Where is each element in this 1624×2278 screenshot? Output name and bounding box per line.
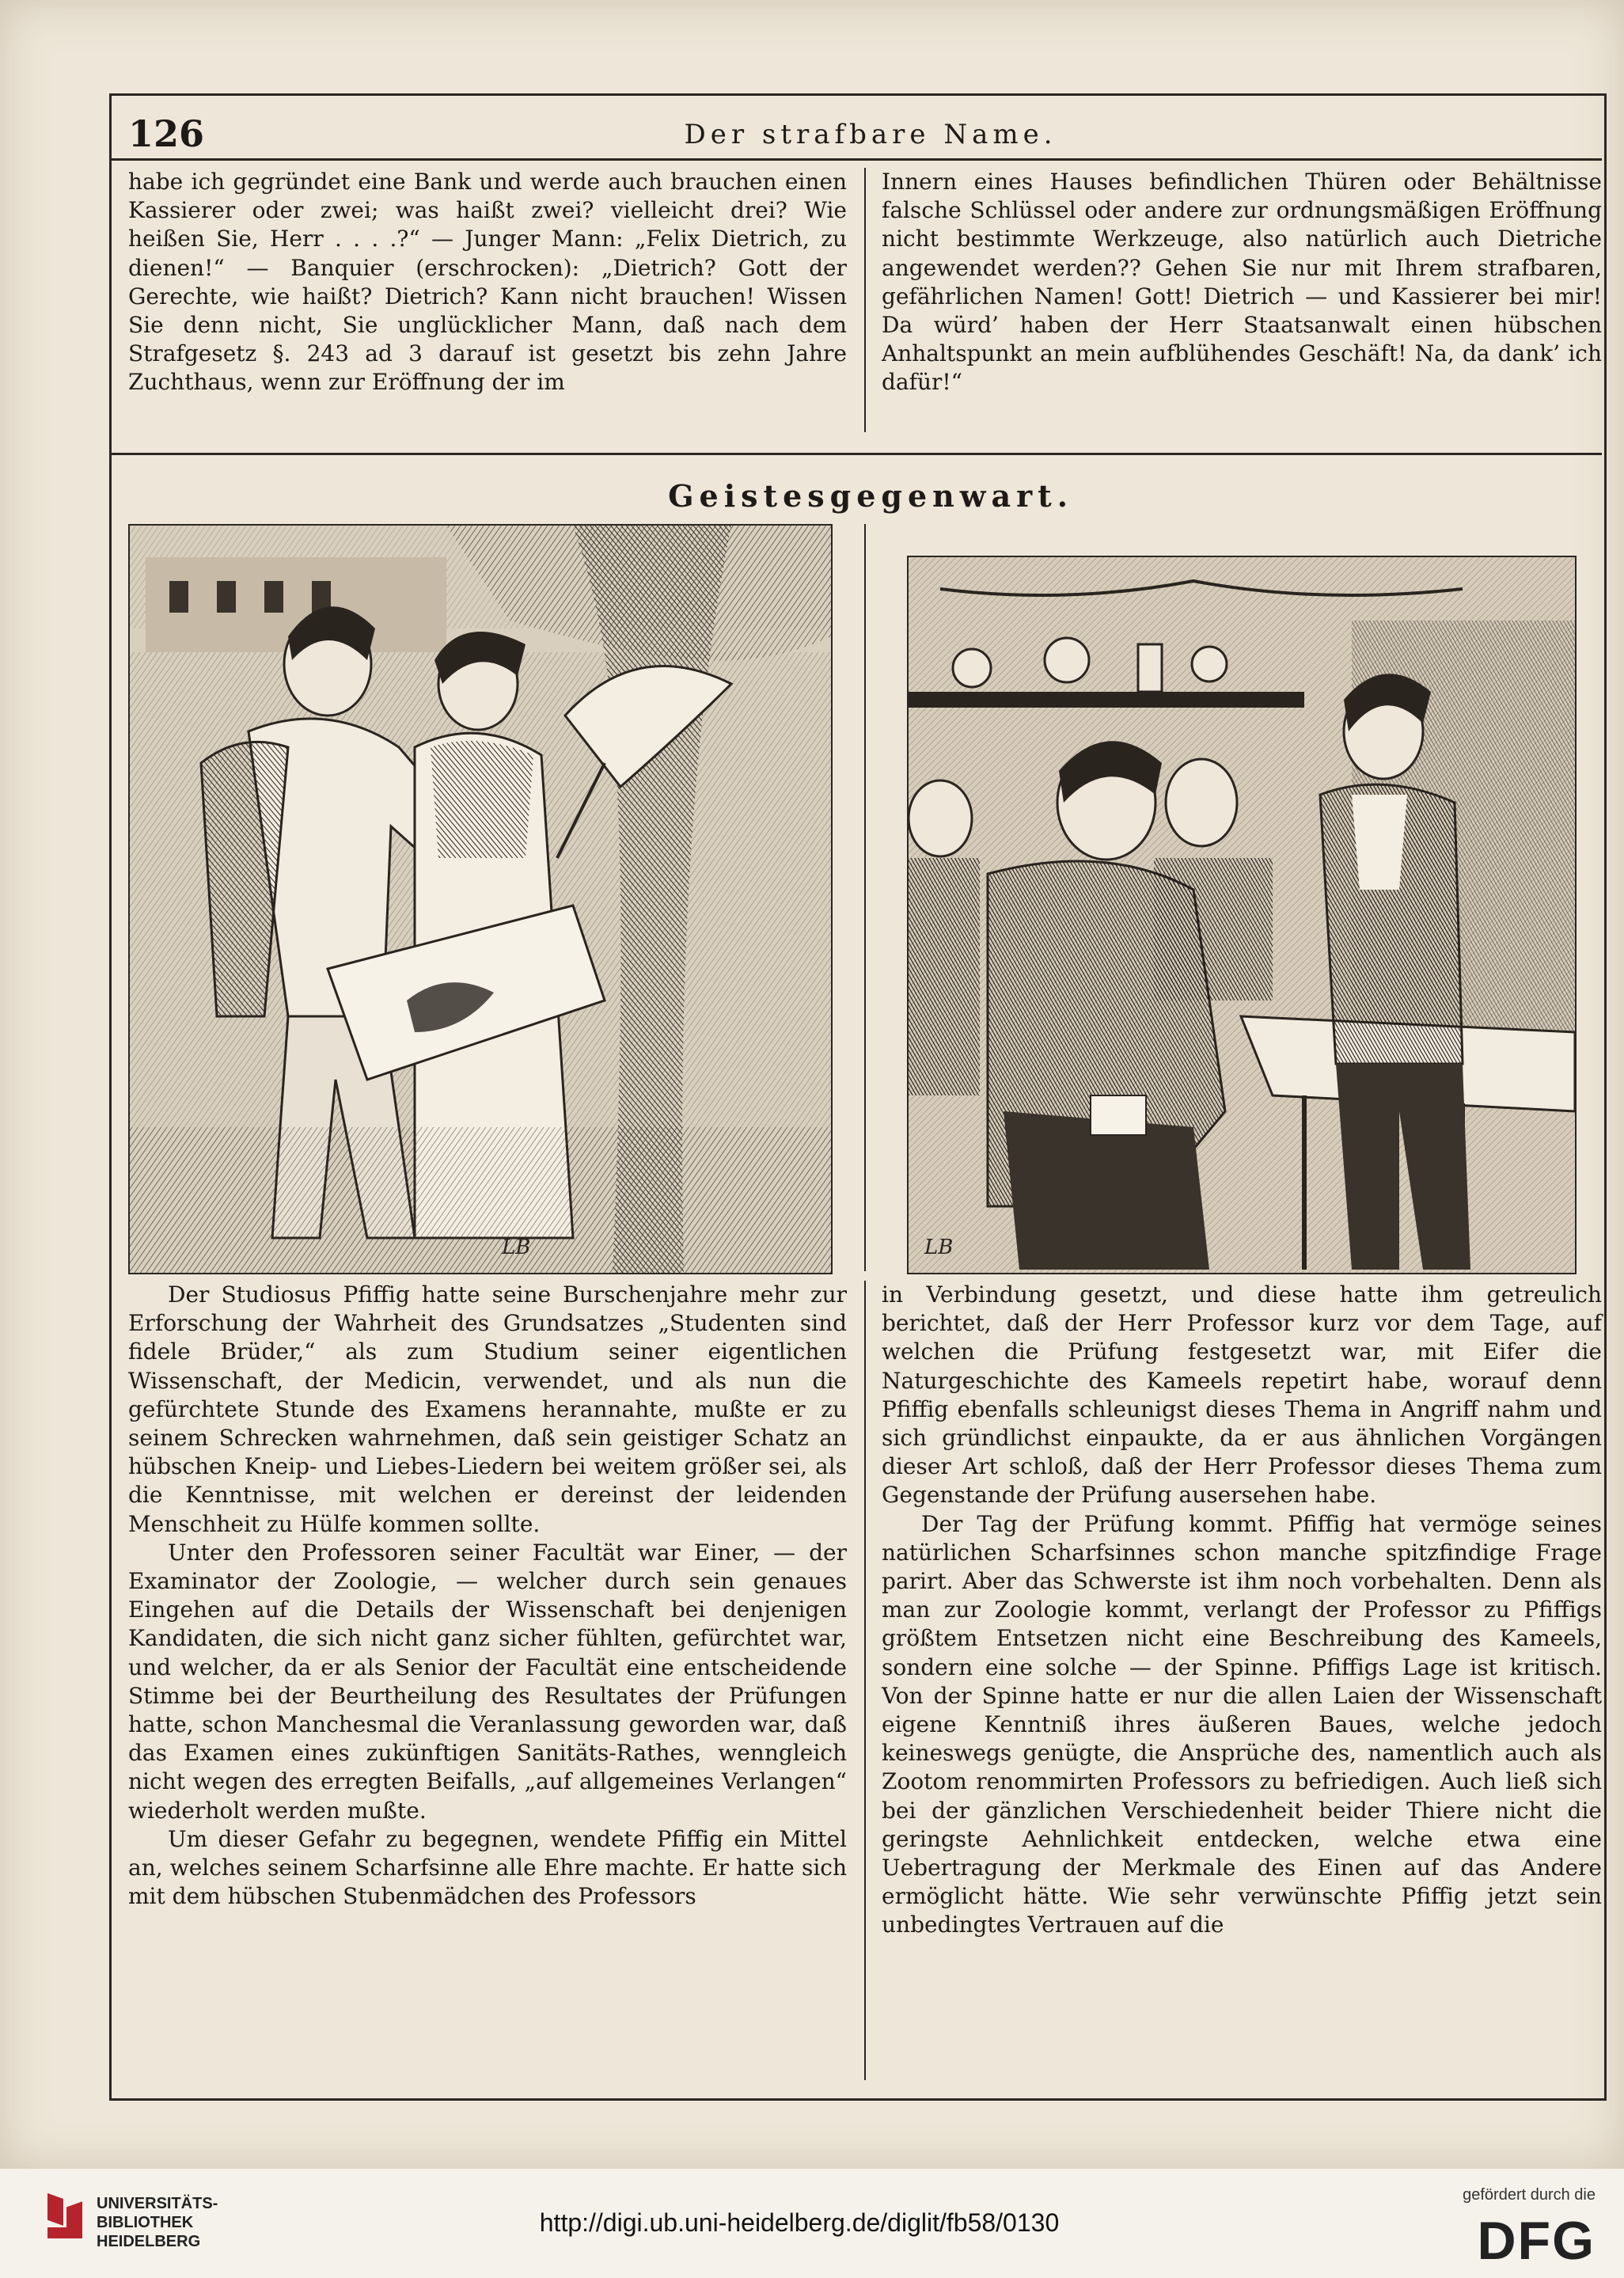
running-title: Der strafbare Name. [684,119,1057,150]
institution-line-3: HEIDELBERG [97,2233,201,2250]
university-library-logo-icon [46,2191,87,2251]
paragraph-left-2: Unter den Professoren seiner Facultät war Einer, — der Examinator der Zoologie, — welcher durch sein genaues Eingehen auf die Details der Wissenschaft bei denjenigen Kandidaten, die sich nicht ganz sicher fühlten, gefürchtet war, und welcher, da er als Senior der Facultät eine entscheidende Stimme bei der Beurtheilung des Resultates der Prüfungen hatte, schon Manchesmal die Veranlassung geworden war, daß das Examen eines zukünftigen Sanitäts-Rathes, wenngleich nicht wegen des erregten Beifalls, „auf allgemeines Verlangen“ wiederholt werden mußte. [128,1539,847,1824]
artist-signature-right: LB [924,1236,954,1259]
section-rule [109,453,1602,455]
paragraph-left-1: Der Studiosus Pfiffig hatte seine Burschenjahre mehr zur Erforschung der Wahrheit des Grundsatzes „Studenten sind fidele Brüder,“ als zum Studium seiner eigentlichen Wissenschaft, der Medicin, verwendet, und als nun die gefürchtete Stunde des Examens herannahte, mußte er zu seinem Schrecken wahrnehmen, daß sein geistiger Schatz an hübschen Kneip- und Liebes-Liedern bei weitem größer sei, als die Kenntnisse, mit welchen er dereinst der leidenden Menschheit zu Hülfe kommen sollte. [128,1281,847,1537]
column-divider-illustrations [864,524,866,1271]
column-divider-top [864,168,866,432]
institution-name [97,2194,218,2251]
paragraph-right-1: in Verbindung gesetzt, und diese hatte ihm getreulich berichtet, daß der Herr Professor kurz vor dem Tage, auf welchen die Prüfung festgesetzt war, mit Eifer die Naturgeschichte des Kameels repetirt habe, worauf denn Pfiffig ebenfalls schleunigst dieses Thema in Angriff nahm und sich gründlichst einpaukte, da er aus ähnlichen Vorgängen dieser Art schloß, daß der Herr Professor dieses Thema zum Gegenstande der Prüfung ausersehen habe. [882,1281,1602,1509]
shrubbery [130,1127,831,1273]
illustration-student-and-maid [128,524,833,1274]
top-left-text: habe ich gegründet eine Bank und werde auch brauchen einen Kassierer oder zwei; was haißt zwei? vielleicht drei? Wie heißen Sie, Herr . . . .?“ — Junger Mann: „Felix Dietrich, zu dienen!“ — Banquier (erschrocken): „Dietrich? Gott der Gerechte, wie haißt? Dietrich? Kann nicht brauchen! Wissen Sie denn nicht, Sie unglücklicher Mann, daß nach dem Strafgesetz §. 243 ad 3 darauf ist gesetzt bis zehn Jahre Zuchthaus, wenn zur Eröffnung der im [128,169,847,396]
dfg-logo: DFG [1477,2211,1596,2271]
bottom-right-column [882,1281,1602,1940]
paragraph-right-2: Der Tag der Prüfung kommt. Pfiffig hat vermöge seines natürlichen Scharfsinnes schon manche spitzfindige Frage parirt. Aber das Schwerste ist ihm noch vorbehalten. Denn als man zur Zoologie kommt, verlangt der Professor zu Pfiffigs größtem Entsetzen nicht eine Beschreibung des Kameels, sondern eine solche — der Spinne. Pfiffigs Lage ist kritisch. Von der Spinne hatte er nur die allen Laien der Wissenschaft eigene Kenntniß ihres äußeren Baues, welche jedoch keineswegs genügte, die Ansprüche des, namentlich auch als Zootom renommirten Professors zu befriedigen. Auch ließ sich bei der gänzlichen Verschiedenheit beider Thiere nicht die geringste Aehnlichkeit entdecken, welche etwa eine Uebertragung der Merkmale des Einen auf das Andere ermöglicht hätte. Wie sehr verwünschte Pfiffig jetzt sein unbedingtes Vertrauen auf die [882,1510,1602,1938]
header-rule [109,158,1602,161]
institution-line-1: UNIVERSITÄTS- [97,2195,218,2212]
illustration-examination [907,556,1577,1274]
top-right-column [882,168,1602,397]
bottom-left-column [128,1281,847,1911]
paragraph-left-3: Um dieser Gefahr zu begegnen, wendete Pfiffig ein Mittel an, welches seinem Scharfsinne alle Ehre machte. Er hatte sich mit dem hübschen Stubenmädchen des Professors [128,1825,847,1910]
page-number: 126 [128,112,205,155]
institution-line-2: BIBLIOTHEK [97,2214,194,2231]
section-title: Geistesgegenwart. [668,478,1073,514]
digitization-footer [0,2169,1624,2278]
artist-signature-left: LB [502,1236,531,1259]
source-url-link[interactable]: http://digi.ub.uni-heidelberg.de/diglit/fb58/0130 [539,2208,1060,2237]
top-right-text: Innern eines Hauses befindlichen Thüren oder Behältnisse falsche Schlüssel oder andere zur ordnungsmäßigen Eröffnung nicht bestimmte Werkzeuge, also natürlich auch Dietriche angewendet werden?? Gehen Sie nur mit Ihrem strafbaren, gefährlichen Namen! Gott! Dietrich — und Kassierer bei mir! Da würd’ haben der Herr Staatsanwalt einen hübschen Anhaltspunkt an mein aufblühendes Geschäft! Na, da dank’ ich dafür!“ [882,169,1602,396]
column-divider-bottom [864,1281,866,2080]
assessor-figure-left [909,780,980,1095]
top-left-column [128,168,847,397]
funded-by-label: gefördert durch die [1463,2186,1596,2204]
